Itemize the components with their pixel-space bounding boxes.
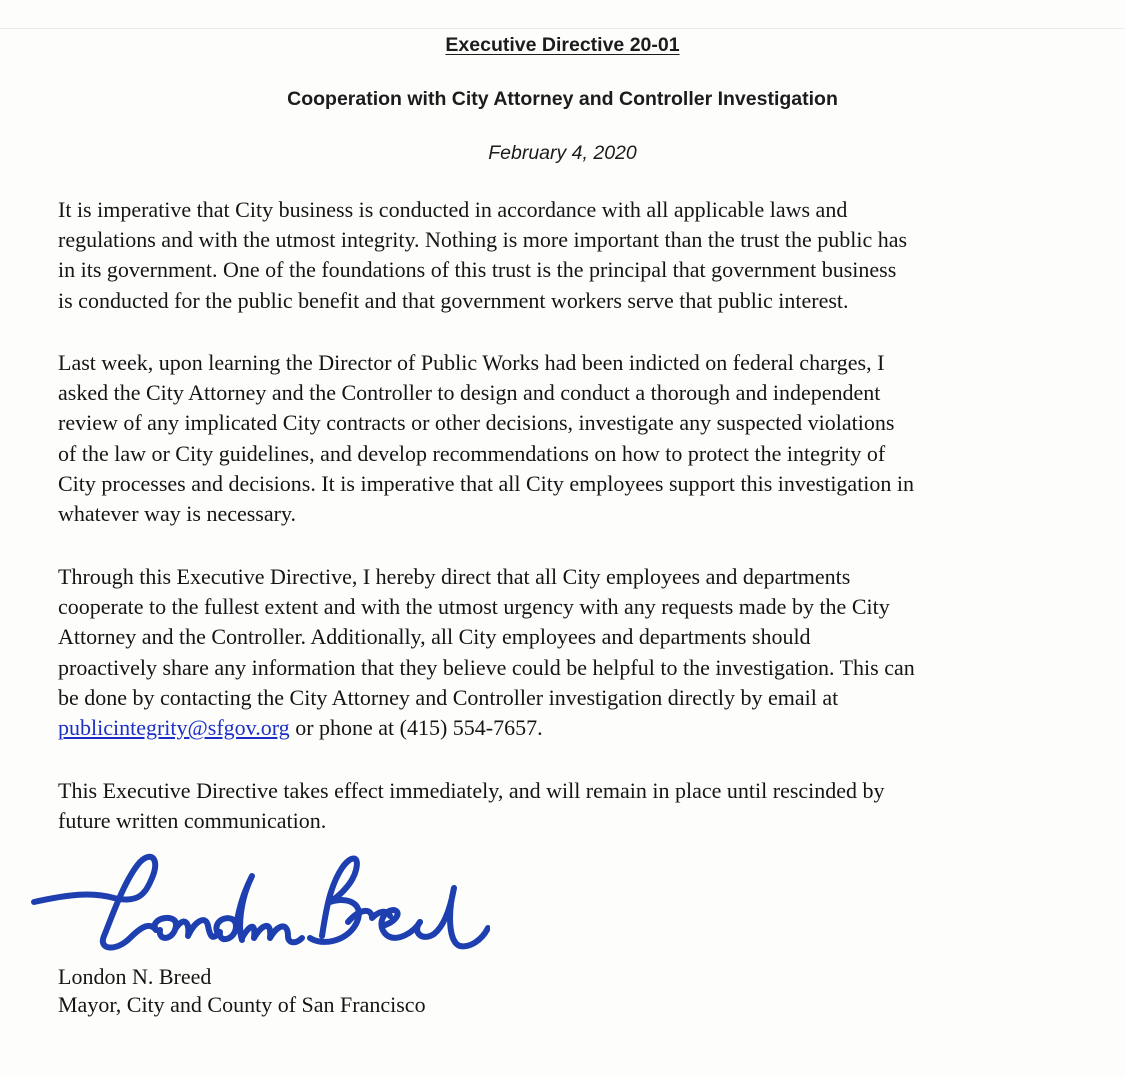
paragraph-line: proactively share any information that they believe could be helpful to the investigation. This can xyxy=(58,654,915,680)
directive-title: Cooperation with City Attorney and Controller Investigation xyxy=(287,88,838,110)
directive-date: February 4, 2020 xyxy=(488,142,637,164)
paragraph-line: future written communication. xyxy=(58,808,327,834)
paragraph-directive xyxy=(58,562,915,743)
paragraph-line: This Executive Directive takes effect immediately, and will remain in place until rescinded by xyxy=(58,778,885,803)
signer-title: Mayor, City and County of San Francisco xyxy=(58,992,426,1017)
paragraph-line: asked the City Attorney and the Controller to design and conduct a thorough and independent xyxy=(58,380,881,406)
paragraph-line: Last week, upon learning the Director of Public Works had been indicted on federal charges, I xyxy=(58,350,885,375)
contact-line xyxy=(58,713,915,743)
page-edge-divider xyxy=(0,28,1125,29)
directive-number-text: Executive Directive 20-01 xyxy=(445,34,680,56)
paragraph-line: be done by contacting the City Attorney and Controller investigation directly by email at xyxy=(58,684,839,710)
paragraph-background xyxy=(58,348,914,529)
paragraph-line: City processes and decisions. It is imperative that all City employees support this investigation in xyxy=(58,470,915,496)
paragraph-line: review of any implicated City contracts or other decisions, investigate any suspected violations xyxy=(58,410,895,436)
signature-stroke-n xyxy=(176,920,218,937)
signature-stroke-e xyxy=(381,910,420,938)
paragraph-line: Through this Executive Directive, I hereby direct that all City employees and departments xyxy=(58,564,851,589)
paragraph-line: in its government. One of the foundations of this trust is the principal that government business xyxy=(58,257,897,283)
phone-text: or phone at (415) 554-7657. xyxy=(289,715,543,741)
paragraph-intro xyxy=(58,195,907,316)
handwritten-signature xyxy=(30,852,490,970)
paragraph-line: cooperate to the fullest extent and with the utmost urgency with any requests made by the City xyxy=(58,594,890,620)
directive-number-heading xyxy=(0,34,1125,57)
paragraph-line: whatever way is necessary. xyxy=(58,501,297,527)
paragraph-line: is conducted for the public benefit and that government workers serve that public interest. xyxy=(58,287,849,313)
paragraph-line: regulations and with the utmost integrity. Nothing is more important than the trust the public has xyxy=(58,227,908,253)
paragraph-line: of the law or City guidelines, and develop recommendations on how to protect the integrity of xyxy=(58,440,886,466)
signature-stroke-o xyxy=(155,918,176,938)
signature-strokes xyxy=(34,857,488,948)
email-link[interactable]: publicintegrity@sfgov.org xyxy=(58,715,290,741)
paragraph-effect xyxy=(58,776,885,836)
signature-stroke-d2 xyxy=(417,888,488,946)
signature-stroke-m xyxy=(242,926,302,942)
paragraph-line: It is imperative that City business is conducted in accordance with all applicable laws and xyxy=(58,197,848,222)
signer-name: London N. Breed xyxy=(58,964,212,989)
signature-stroke-l xyxy=(34,857,156,948)
paragraph-line: Attorney and the Controller. Additionally, all City employees and departments should xyxy=(58,624,811,650)
signature-stroke-b xyxy=(310,859,359,942)
